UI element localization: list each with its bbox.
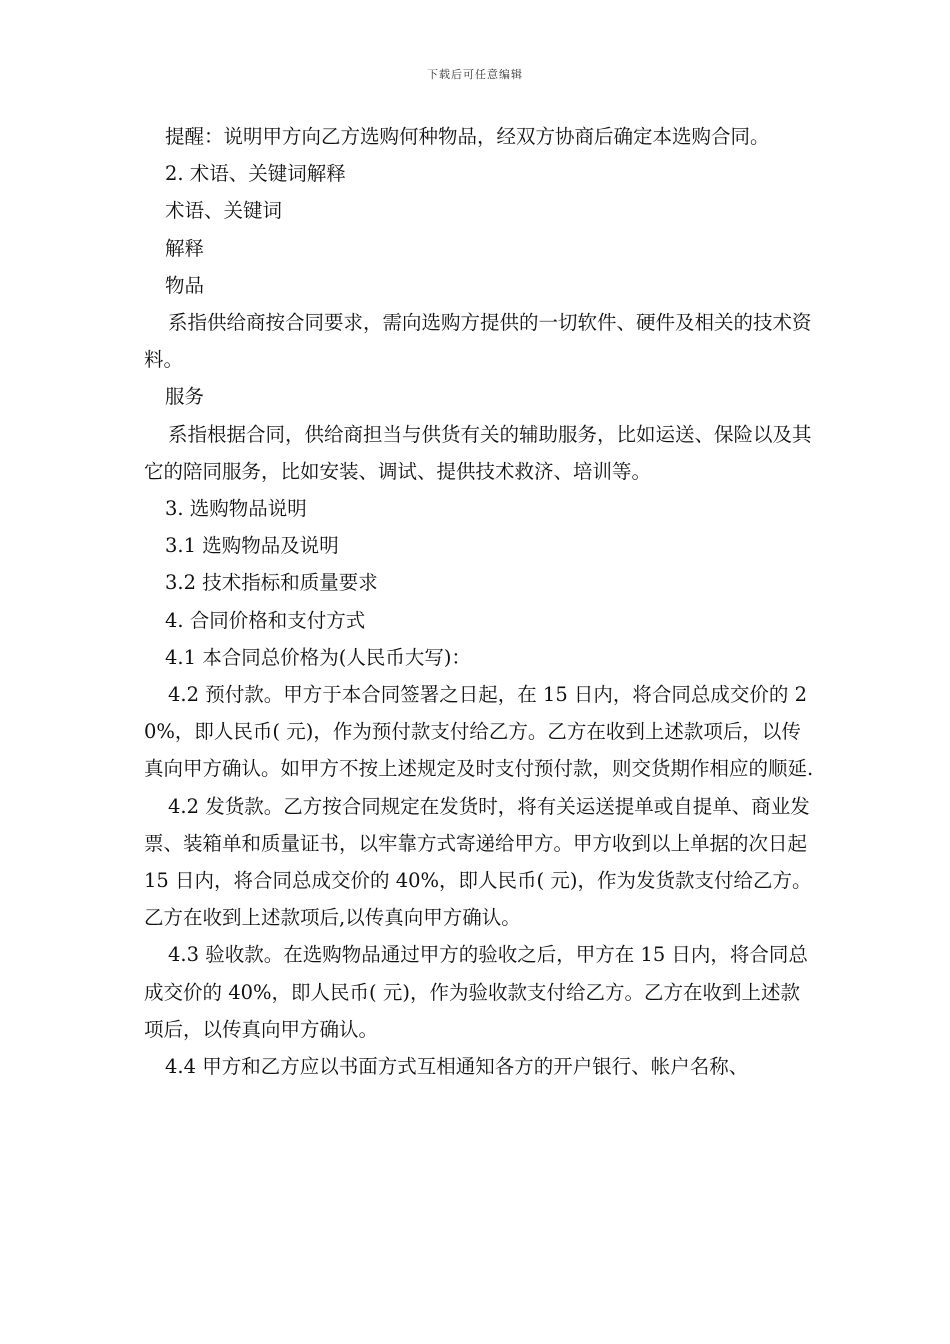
paragraph: 4. 合同价格和支付方式 (165, 608, 366, 632)
paragraph: 2. 术语、关键词解释 (165, 162, 346, 186)
paragraph: 物品 (165, 273, 205, 297)
paragraph: 3.2 技术指标和质量要求 (165, 571, 378, 595)
paragraph: 4.3 验收款。在选购物品通过甲方的验收之后，甲方在 15 日内，将合同总成交价的 40%，即人民币( 元)，作为验收款支付给乙方。乙方在收到上述款项后，以传真向甲方确认。 (144, 943, 808, 1041)
paragraph: 解释 (165, 236, 205, 260)
paragraph: 服务 (165, 385, 205, 409)
paragraph: 系指根据合同，供给商担当与供货有关的辅助服务，比如运送、保险以及其它的陪同服务，比如安装、调试、提供技术救济、培训等。 (144, 422, 812, 483)
paragraph: 4.4 甲方和乙方应以书面方式互相通知各方的开户银行、帐户名称、 (165, 1055, 749, 1079)
paragraph: 系指供给商按合同要求，需向选购方提供的一切软件、硬件及相关的技术资料。 (144, 311, 812, 372)
paragraph: 提醒：说明甲方向乙方选购何种物品，经双方协商后确定本选购合同。 (165, 125, 770, 148)
paragraph: 3.1 选购物品及说明 (165, 534, 339, 558)
paragraph: 4.2 预付款。甲方于本合同签署之日起，在 15 日内，将合同总成交价的 20%，即人民币( 元)，作为预付款支付给乙方。乙方在收到上述款项后，以传真向甲方确认。如甲方不按上述规定及时支付预付款，则交货期作相应的顺延. (144, 683, 814, 781)
paragraph: 4.1 本合同总价格为(人民币大写)： (165, 645, 471, 669)
paragraph: 4.2 发货款。乙方按合同规定在发货时，将有关运送提单或自提单、商业发票、装箱单和质量证书，以牢靠方式寄递给甲方。甲方收到以上单据的次日起 15 日内，将合同总成交价的 40%，即人民币( 元)，作为发货款支付给乙方。乙方在收到上述款项后,以传真向甲方确认。 (144, 794, 812, 930)
document-body (144, 118, 814, 1085)
paragraph: 3. 选购物品说明 (165, 497, 307, 521)
paragraph: 术语、关键词 (165, 199, 283, 223)
page-header-note: 下载后可任意编辑 (427, 68, 523, 81)
